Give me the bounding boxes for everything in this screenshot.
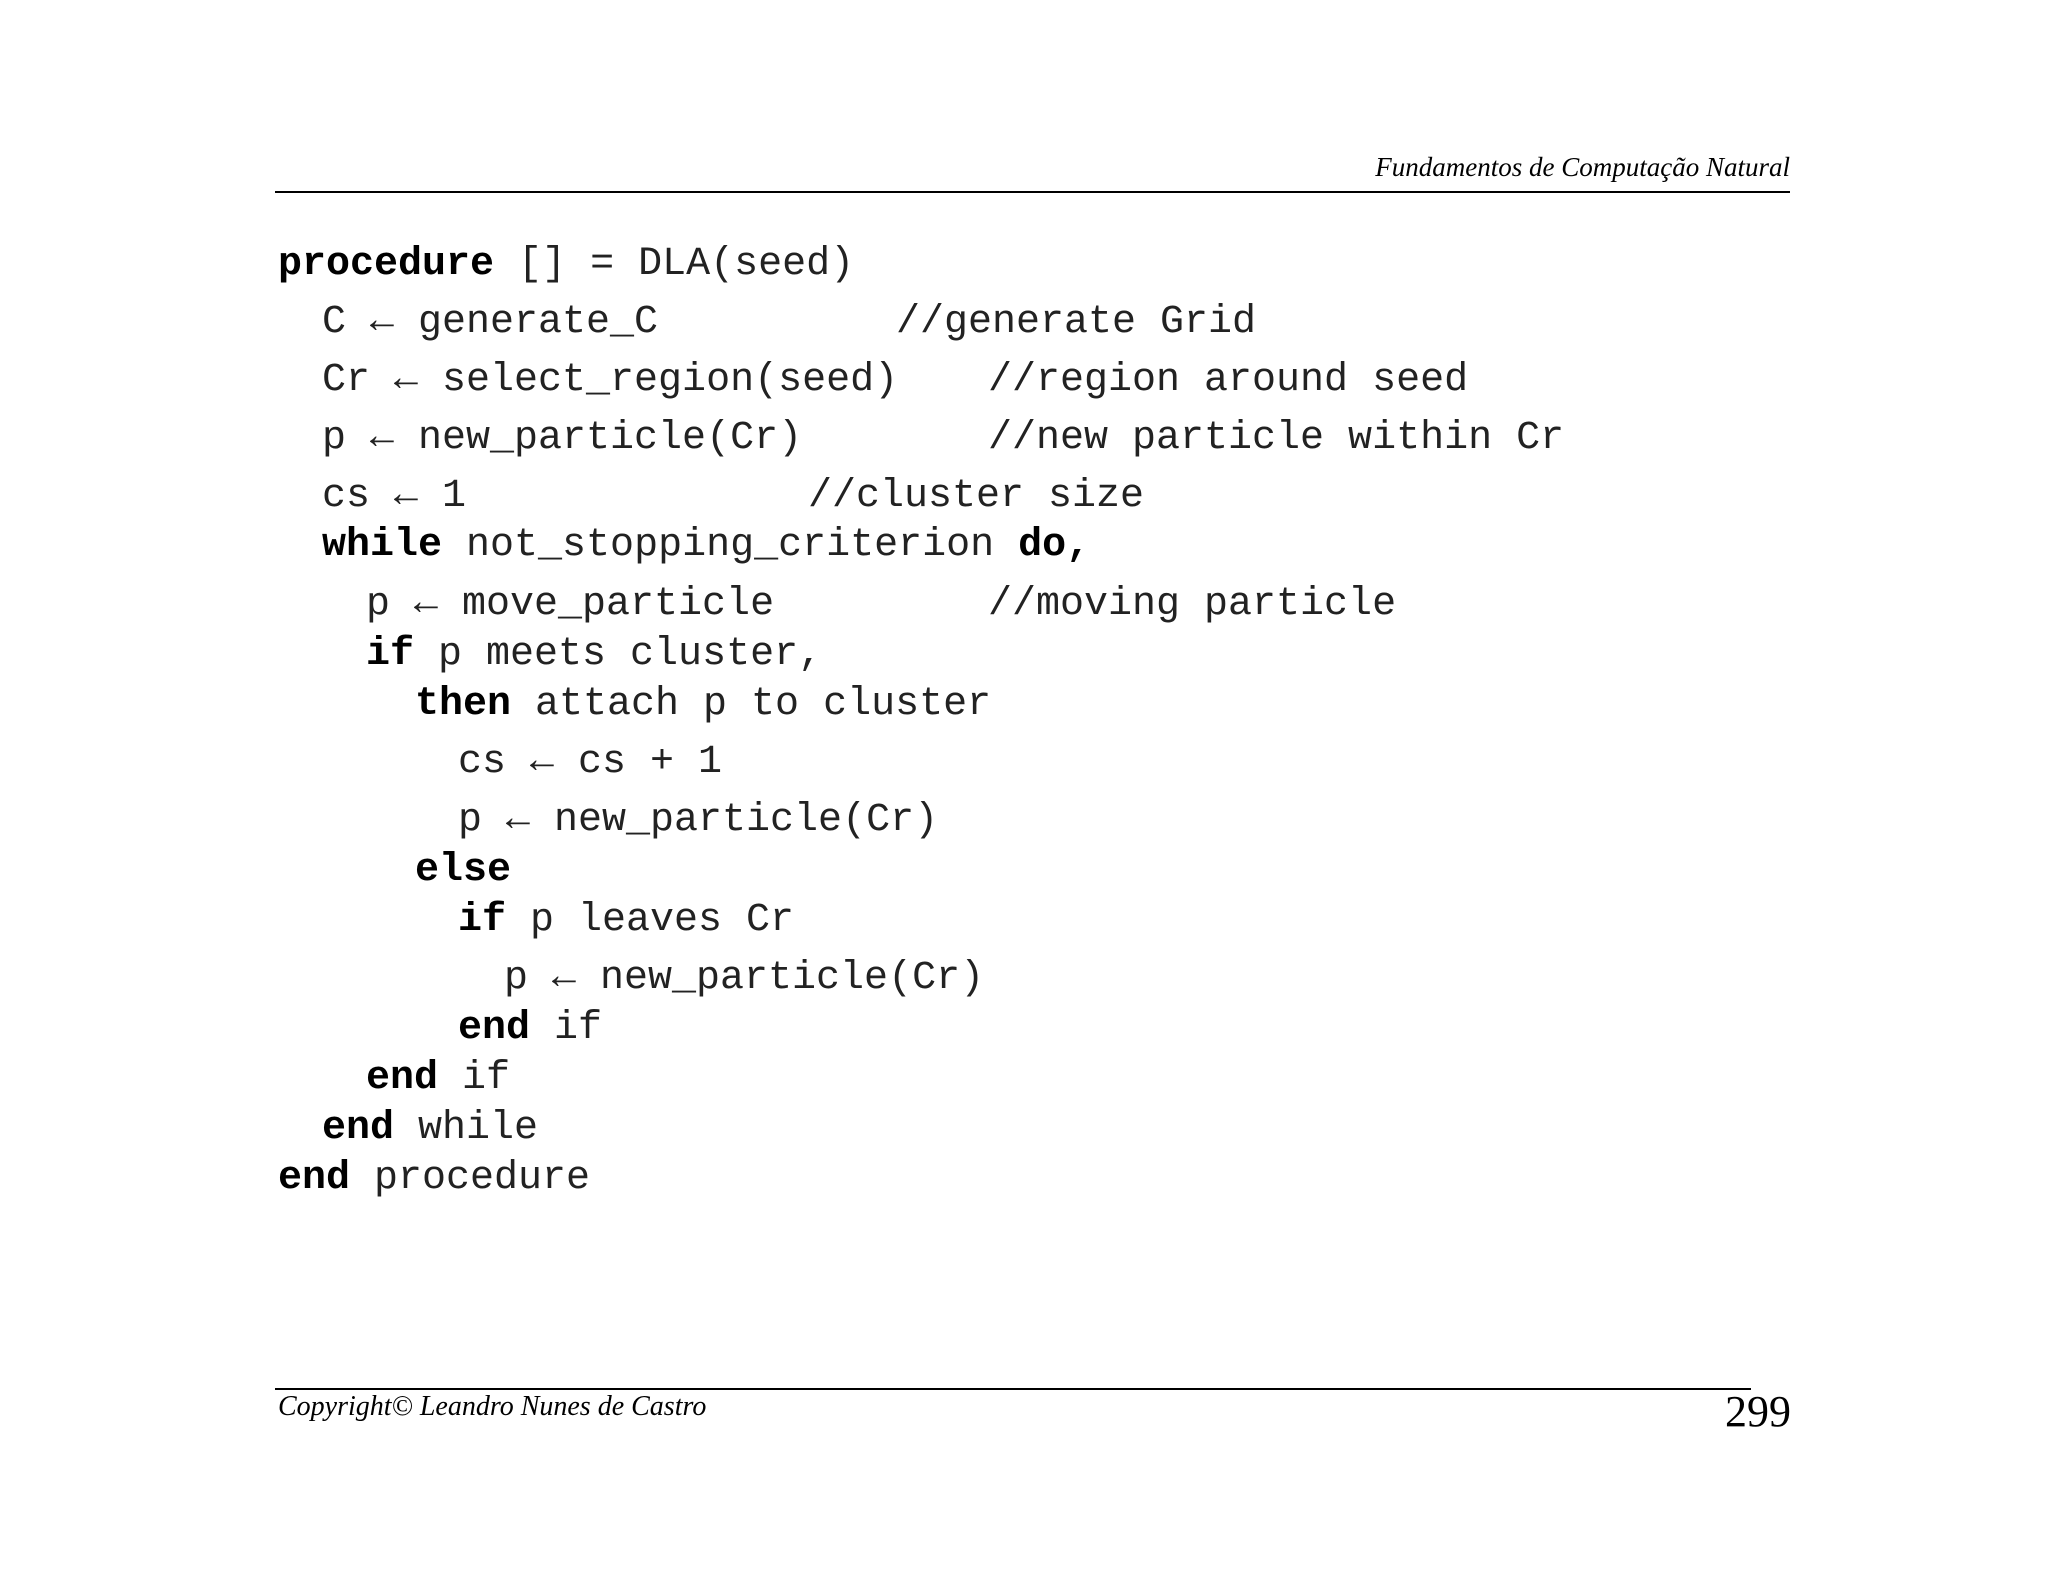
code-line-3 [322,356,1469,406]
header-divider [275,191,1790,193]
code-text: [] = DLA(seed) [494,242,855,287]
code-punctuation: , [1066,523,1091,568]
keyword-end: end [322,1106,395,1151]
keyword-do: do [1018,523,1067,568]
code-text: cs ← cs + 1 [458,740,723,785]
code-text: not_stopping_criterion [442,523,1019,568]
code-text: C ← generate_C [322,300,659,345]
code-comment: //new particle within Cr [988,416,1565,461]
code-text: procedure [350,1156,591,1201]
keyword-if: if [366,632,415,677]
code-line-12 [415,846,511,896]
code-text: p ← new_particle(Cr) [458,798,939,843]
page-number: 299 [1725,1387,1791,1436]
code-line-16 [366,1054,510,1104]
code-text: p leaves Cr [506,898,795,943]
keyword-end: end [278,1156,351,1201]
keyword-then: then [415,682,512,727]
code-text: if [530,1006,603,1051]
keyword-else: else [415,848,512,893]
code-line-11 [458,796,938,846]
keyword-procedure: procedure [278,242,495,287]
code-line-7 [366,580,1397,630]
code-text: Cr ← select_region(seed) [322,358,899,403]
footer-divider [275,1388,1751,1390]
code-text: attach p to cluster [511,682,992,727]
code-text: if [438,1056,511,1101]
header-title: Fundamentos de Computação Natural [1375,152,1790,182]
code-text: while [394,1106,539,1151]
code-line-5 [322,472,1145,522]
code-line-6 [322,521,1090,571]
keyword-if: if [458,898,507,943]
code-line-14 [504,954,984,1004]
code-line-18 [278,1154,590,1204]
code-text: p ← new_particle(Cr) [322,416,803,461]
code-comment: //moving particle [988,582,1397,627]
code-line-17 [322,1104,538,1154]
keyword-end: end [458,1006,531,1051]
code-text: p ← move_particle [366,582,775,627]
keyword-end: end [366,1056,439,1101]
footer-copyright: Copyright© Leandro Nunes de Castro [278,1391,707,1422]
keyword-while: while [322,523,443,568]
code-comment: //cluster size [808,474,1145,519]
code-line-10 [458,738,722,788]
code-text: cs ← 1 [322,474,467,519]
code-line-4 [322,414,1565,464]
code-text: p meets cluster, [414,632,823,677]
code-line-2 [322,298,1257,348]
code-comment: //region around seed [988,358,1469,403]
code-line-8 [366,630,822,680]
code-line-9 [415,680,991,730]
code-line-13 [458,896,794,946]
code-comment: //generate Grid [896,300,1257,345]
code-line-15 [458,1004,602,1054]
code-text: p ← new_particle(Cr) [504,956,985,1001]
code-line-1 [278,240,854,290]
